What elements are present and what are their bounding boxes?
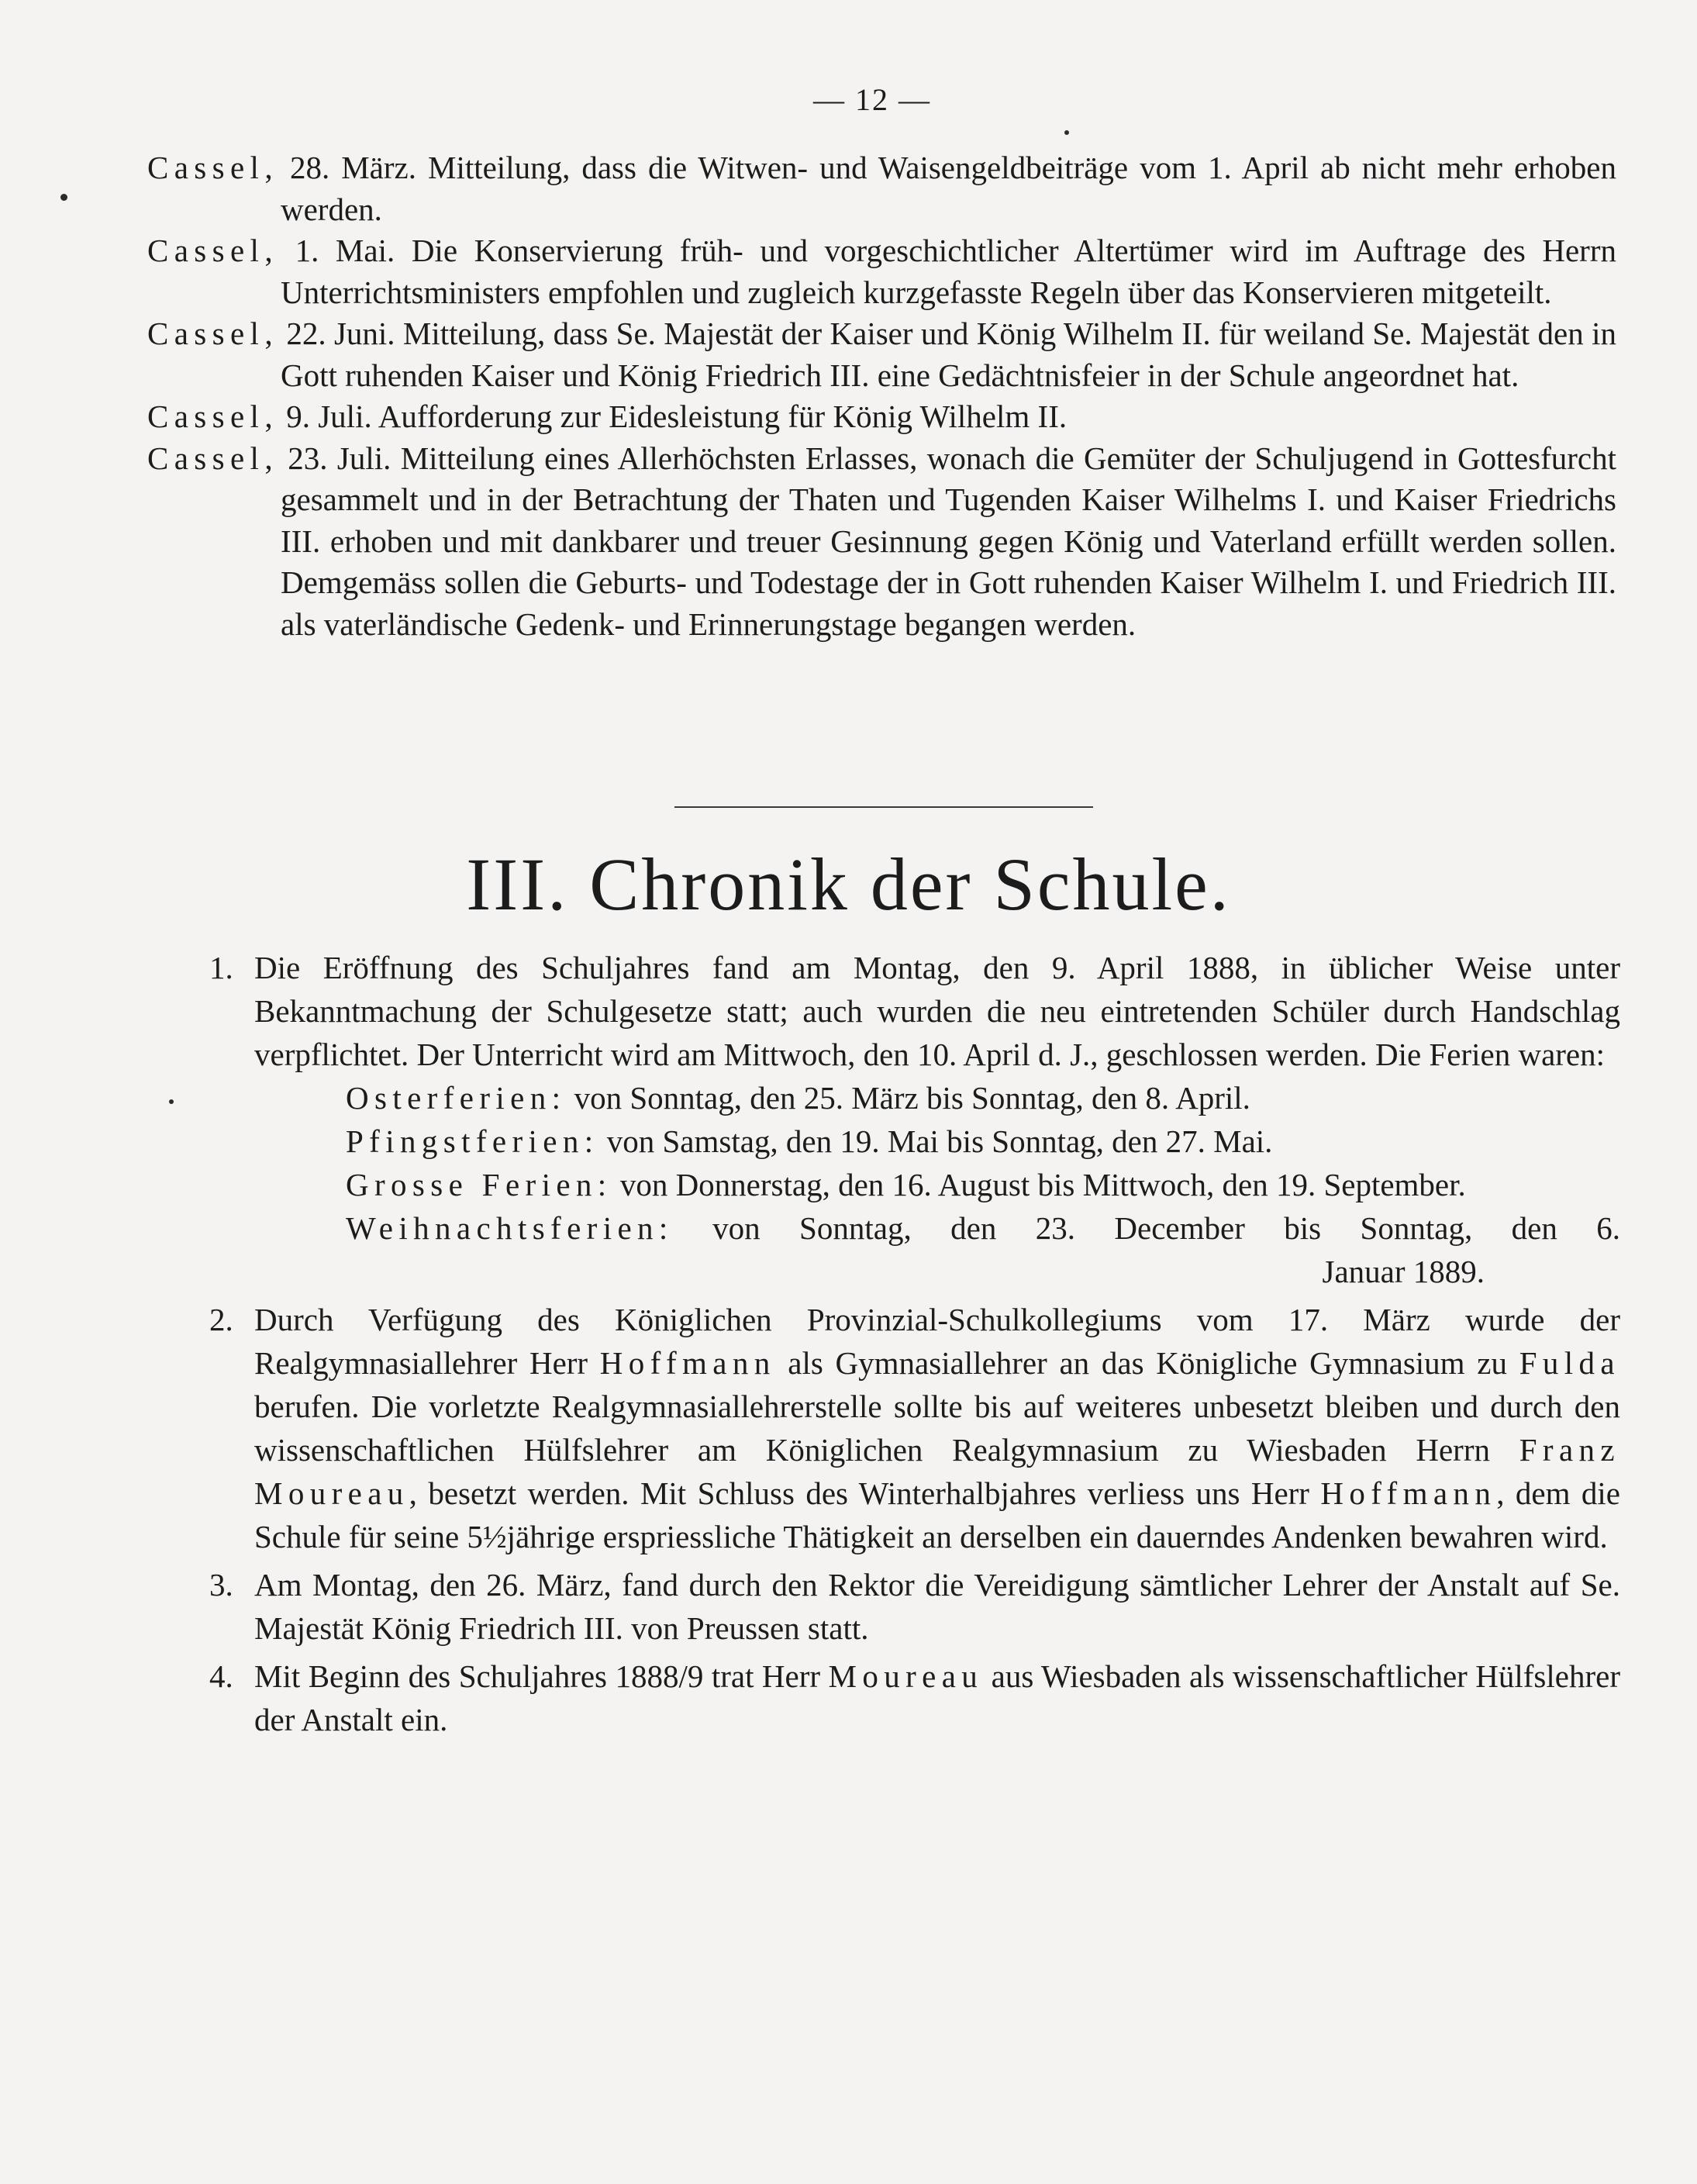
chronicle-item: 2. Durch Verfügung des Königlichen Provinzial-Schulkollegiums vom 17. März wurde der Realgymnasiallehrer Herr Hoffmann als Gymnasiallehrer an das Königliche Gymnasium zu Fulda berufen. Die vorletzte Realgymnasiallehrerstelle sollte bis auf weiteres unbesetzt bleiben und durch den wissenschaftlichen Hülfslehrer am Königlichen Realgymnasium zu Wiesbaden Herrn Franz Moureau, besetzt werden. Mit Schluss des Winterhalbjahres verliess uns Herr Hoffmann, dem die Schule für seine 5½jährige erspriessliche Thätigkeit an derselben ein dauerndes Andenken bewahren wird. xyxy=(209,1298,1620,1558)
person-name: Hoffmann xyxy=(1320,1475,1497,1511)
ink-speck xyxy=(169,1099,174,1104)
place-name: Fulda xyxy=(1519,1345,1620,1381)
item-number: 3. xyxy=(209,1567,233,1603)
holiday-list xyxy=(254,1076,1620,1293)
decree-entry: Cassel, 23. Juli. Mitteilung eines Allerhöchsten Erlasses, wonach die Gemüter der Schuljugend in Gottesfurcht gesammelt und in der Betrachtung der Thaten und Tugenden Kaiser Wilhelms I. und Kaiser Friedrichs III. erhoben und mit dankbarer und treuer Gesinnung gegen König und Vaterland erfüllt werden sollen. Demgemäss sollen die Geburts- und Todestage der in Gott ruhenden Kaiser Wilhelm I. und Friedrich III. als vaterländische Gedenk- und Erinnerungstage begangen werden. xyxy=(147,440,1616,642)
holiday-line: Pfingstferien: von Samstag, den 19. Mai bis Sonntag, den 27. Mai. xyxy=(346,1123,1273,1159)
item-number: 2. xyxy=(209,1302,233,1337)
section-divider xyxy=(674,806,1093,808)
holiday-line: Weihnachtsferien: von Sonntag, den 23. December bis Sonntag, den 6. xyxy=(346,1210,1620,1246)
page-number: — 12 — xyxy=(813,82,931,117)
item-number: 4. xyxy=(209,1658,233,1694)
decree-entry: Cassel, 9. Juli. Aufforderung zur Eidesleistung für König Wilhelm II. xyxy=(147,399,1068,434)
holiday-line: Grosse Ferien: von Donnerstag, den 16. August bis Mittwoch, den 19. September. xyxy=(346,1167,1466,1202)
ink-speck xyxy=(1064,130,1069,135)
chronicle-item: 3. Am Montag, den 26. März, fand durch den Rektor die Vereidigung sämtlicher Lehrer der Anstalt auf Se. Majestät König Friedrich III. von Preussen statt. xyxy=(209,1563,1620,1650)
decree-entry: Cassel, 22. Juni. Mitteilung, dass Se. Majestät der Kaiser und König Wilhelm II. für weiland Se. Majestät den in Gott ruhenden Kaiser und König Friedrich III. eine Gedächtnisfeier in der Schule angeordnet hat. xyxy=(147,316,1616,393)
decree-list xyxy=(147,147,1616,645)
ink-speck xyxy=(60,194,67,201)
person-name: Hoffmann xyxy=(599,1345,776,1381)
person-name: Moureau xyxy=(828,1658,984,1694)
item-text: Die Eröffnung des Schuljahres fand am Montag, den 9. April 1888, in üblicher Weise unter Bekanntmachung der Schulgesetze statt; auch wurden die neu eintretenden Schüler durch Handschlag verpflichtet. Der Unterricht wird am Mittwoch, den 10. April d. J., geschlossen werden. Die Ferien waren: xyxy=(254,950,1620,1072)
person-name: Franz Moureau xyxy=(254,1432,1620,1511)
item-number: 1. xyxy=(209,950,233,985)
holiday-line: Osterferien: von Sonntag, den 25. März bis Sonntag, den 8. April. xyxy=(346,1080,1250,1116)
decree-entry: Cassel, 28. März. Mitteilung, dass die Witwen- und Waisengeldbeiträge vom 1. April ab nicht mehr erhoben werden. xyxy=(147,150,1616,227)
decree-entry: Cassel, 1. Mai. Die Konservierung früh- und vorgeschichtlicher Altertümer wird im Auftrage des Herrn Unterrichtsministers empfohlen und zugleich kurzgefasste Regeln über das Konservieren mitgeteilt. xyxy=(147,233,1616,310)
chronicle-list xyxy=(209,946,1620,1746)
chronicle-item xyxy=(209,946,1620,1293)
chronicle-item: 4. Mit Beginn des Schuljahres 1888/9 trat Herr Moureau aus Wiesbaden als wissenschaftlicher Hülfslehrer der Anstalt ein. xyxy=(209,1654,1620,1741)
section-heading: III. Chronik der Schule. xyxy=(466,843,1231,926)
holiday-line-continuation: Januar 1889. xyxy=(1322,1254,1485,1289)
